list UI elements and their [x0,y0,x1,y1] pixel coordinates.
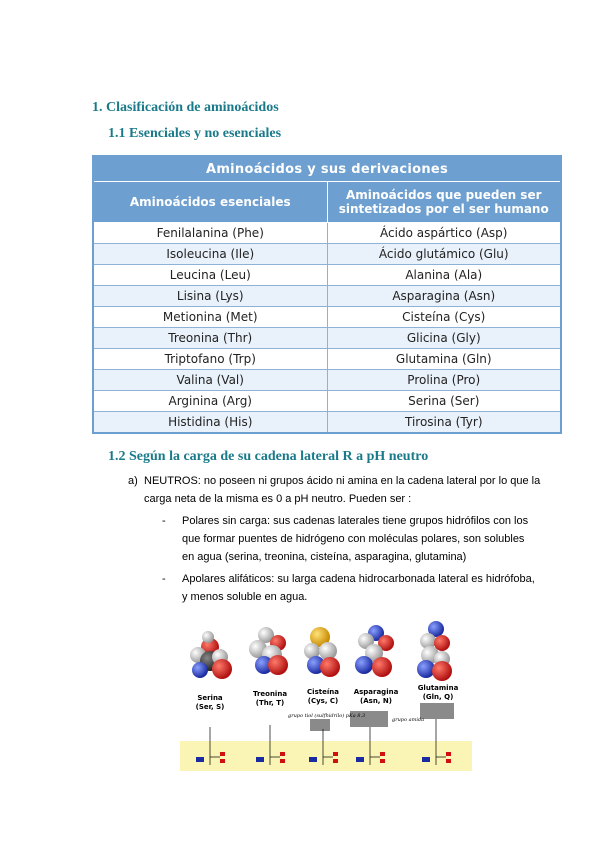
dash-bullet: - [162,515,166,527]
table-cell: Glicina (Gly) [327,328,561,349]
molecule-code: (Asn, N) [360,697,392,705]
table-cell: Alanina (Ala) [327,265,561,286]
table-header-synthesizable: Aminoácidos que pueden ser sintetizados por el ser humano [327,182,561,223]
table-cell: Isoleucina (Ile) [93,244,327,265]
table-row [93,307,561,328]
sub-item-text: Polares sin carga: sus cadenas laterales tiene grupos hidrófilos con los que formar puentes de hidrógeno con moléculas polares, son solubles en agua (serina, treonina, cisteína, asparagina, glutamina) [182,515,529,563]
table-row [93,223,561,244]
section-heading-1-1: 1.1 Esenciales y no esenciales [108,126,282,141]
molecule-name: Glutamina [417,684,459,692]
table-cell: Histidina (His) [93,412,327,434]
table-row [93,286,561,307]
molecule-code: (Cys, C) [307,697,339,705]
table-cell: Arginina (Arg) [93,391,327,412]
amino-acid-illustration [180,615,472,775]
amino-acids-table [92,155,562,434]
table-cell: Lisina (Lys) [93,286,327,307]
table-title: Aminoácidos y sus derivaciones [93,156,561,182]
dash-bullet: - [162,573,166,585]
table-cell: Prolina (Pro) [327,370,561,391]
table-header-essential: Aminoácidos esenciales [93,182,327,223]
table-cell: Ácido glutámico (Glu) [327,244,561,265]
table-row [93,244,561,265]
threonine-model [249,627,288,675]
table-row [93,370,561,391]
table-cell: Metionina (Met) [93,307,327,328]
table-row [93,391,561,412]
amide-highlight [420,703,454,719]
molecule-name: Treonina [252,690,288,698]
molecule-code: (Ser, S) [195,703,225,711]
asparagine-model [355,625,394,677]
table-cell: Valina (Val) [93,370,327,391]
glutamine-model [417,621,452,681]
molecule-name: Asparagina [353,688,399,696]
table-cell: Leucina (Leu) [93,265,327,286]
molecule-name: Cisteína [307,688,339,696]
table-row [93,349,561,370]
table-cell: Tirosina (Tyr) [327,412,561,434]
list-label: a) [128,475,138,487]
table-cell: Treonina (Thr) [93,328,327,349]
molecule-name: Serina [197,694,223,702]
table-cell: Serina (Ser) [327,391,561,412]
molecule-code: (Gln, Q) [422,693,454,701]
section-heading-1-2: 1.2 Según la carga de su cadena lateral R a pH neutro [108,449,429,464]
table-row [93,328,561,349]
table-row [93,412,561,434]
section-heading-1: 1. Clasificación de aminoácidos [92,100,279,115]
list-text: NEUTROS: no poseen ni grupos ácido ni amina en la cadena lateral por lo que la carga neta de la misma es 0 a pH neutro. Pueden ser : [144,475,541,505]
table-cell: Glutamina (Gln) [327,349,561,370]
table-row [93,265,561,286]
amide-note: grupo amida [392,717,425,723]
table-cell: Cisteína (Cys) [327,307,561,328]
table-cell: Triptofano (Trp) [93,349,327,370]
cysteine-model [304,627,340,677]
molecule-code: (Thr, T) [255,699,285,707]
amino-acid-structures-figure [180,615,472,775]
serine-model [190,631,232,679]
table-cell: Ácido aspártico (Asp) [327,223,561,244]
thiol-note: grupo tiol (sulfhidrilo) pKa 8.3 [288,713,366,719]
table-cell: Fenilalanina (Phe) [93,223,327,244]
sub-item-text: Apolares alifáticos: su larga cadena hidrocarbonada lateral es hidrófoba, y menos soluble en agua. [182,573,535,603]
thiol-highlight [310,719,330,731]
table-cell: Asparagina (Asn) [327,286,561,307]
